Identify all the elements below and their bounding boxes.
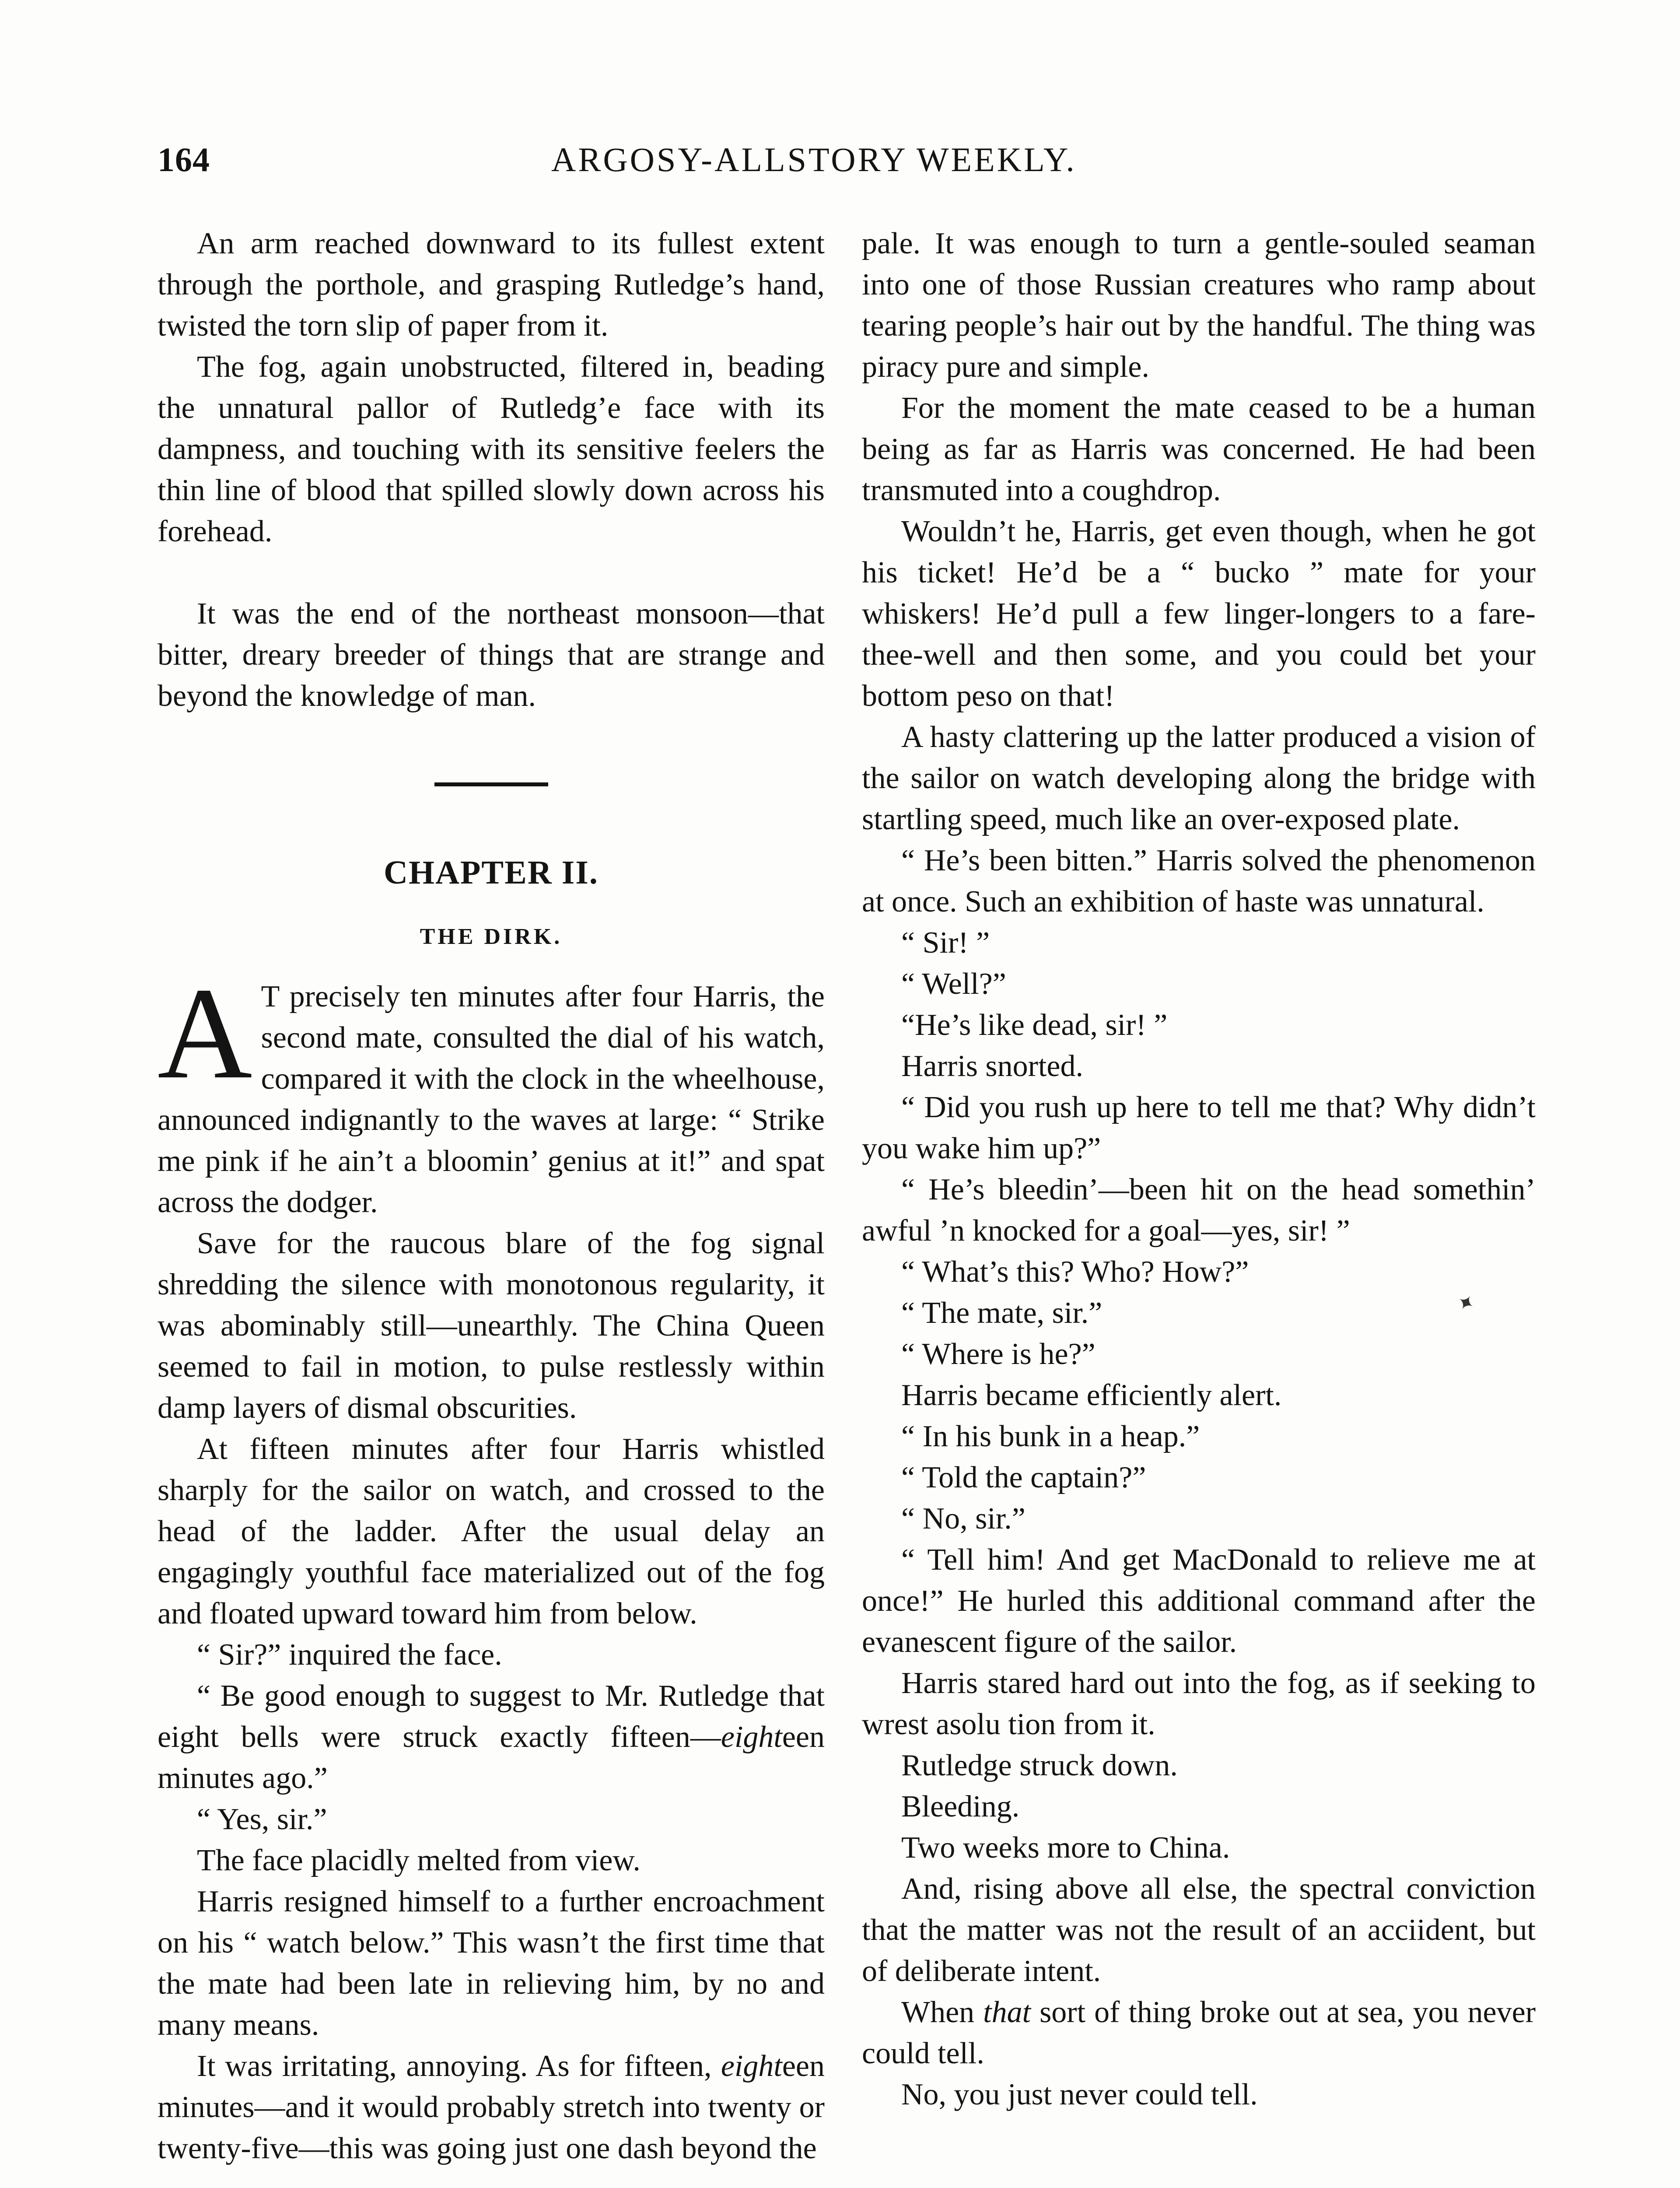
text-run: sort of thing broke out at sea, you never could tell. [862,1995,1536,2070]
paragraph [862,1992,1536,2074]
paragraph: “ Sir?” inquired the face. [197,1638,502,1672]
running-head: ARGOSY-ALLSTORY WEEKLY. [551,140,1077,179]
paragraph: And, rising above all else, the spectral conviction that the matter was not the result of an acciident, but of deliberate intent. [862,1872,1536,1988]
opening-text: T precisely ten minutes after four Harris, the second mate, consulted the dial of his watch, compared it with the clock in the wheelhouse, announced indignantly to the waves at large: “ Strike me pink if he ain’t a bloomin’ genius at it!” and spat across the dodger. [158,980,825,1219]
paragraph: The face placidly melted from view. [197,1844,640,1877]
paragraph: “ In his bunk in a heap.” [901,1420,1200,1453]
paragraph: “ Sir! ” [901,926,990,960]
paragraph [158,1676,825,1799]
text-run: een minutes ago.” [158,1720,825,1795]
paragraph: “ The mate, sir.” [901,1296,1102,1330]
text-run: When [901,1995,984,2029]
page-number: 164 [158,140,210,179]
paragraph: No, you just never could tell. [901,2078,1258,2111]
drop-cap: A [158,961,252,1106]
paragraph: “ No, sir.” [901,1502,1026,1536]
text-run: “ Be good enough to suggest to Mr. Rutledge that eight bells were struck exactly fifteen— [158,1679,825,1754]
paragraph: Two weeks more to China. [901,1831,1230,1865]
paragraph: Bleeding. [901,1790,1020,1823]
italic-text: that [983,1995,1031,2029]
paragraph: Wouldn’t he, Harris, get even though, when he got his ticket! He’d be a “ bucko ” mate for your whiskers! He’d pull a few linger-longers to a fare-thee-well and then some, and you could bet your bottom peso on that! [862,515,1536,713]
opening-paragraph [158,961,825,1223]
paragraph: Save for the raucous blare of the fog signal shredding the silence with monotonous regularity, it was abominably still—unearthly. The China Queen seemed to fail in motion, to pulse restlessly within damp layers of dismal obscurities. [158,1227,825,1425]
paragraph: Harris became efficiently alert. [901,1378,1282,1412]
italic-text: eight [721,1720,782,1754]
paragraph: It was the end of the northeast monsoon—that bitter, dreary breeder of things that are strange and beyond the knowledge of man. [158,597,825,713]
chapter-subtitle: THE DIRK. [420,924,563,949]
paragraph: A hasty clattering up the latter produced a vision of the sailor on watch developing along the bridge with startling speed, much like an over-exposed plate. [862,720,1536,836]
paragraph: Harris resigned himself to a further encroachment on his “ watch below.” This wasn’t the first time that the mate had been late in relieving him, by no and many means. [158,1885,825,2042]
paragraph: “ Where is he?” [901,1337,1096,1371]
paragraph: pale. It was enough to turn a gentle-souled seaman into one of those Russian creatures who ramp about tearing people’s hair out by the handful. The thing was piracy pure and simple. [862,227,1536,384]
paragraph: Harris stared hard out into the fog, as if seeking to wrest asolu tion from it. [862,1666,1536,1741]
paragraph: At fifteen minutes after four Harris whistled sharply for the sailor on watch, and crossed to the head of the ladder. After the usual delay an engagingly youthful face materialized out of the fog and floated upward toward him from below. [158,1432,825,1630]
paragraph: An arm reached downward to its fullest extent through the porthole, and grasping Rutledge’s hand, twisted the torn slip of paper from it. [158,227,825,343]
paragraph: “ Tell him! And get MacDonald to relieve me at once!” He hurled this additional command after the evanescent figure of the sailor. [862,1543,1536,1659]
section-gap [158,552,825,593]
page-header [158,140,1514,188]
ink-smudge-icon: ✦ [1452,1288,1480,1318]
paragraph: “ What’s this? Who? How?” [901,1255,1249,1289]
right-column [862,223,1536,2115]
chapter-title: CHAPTER II. [384,854,598,891]
paragraph: “ Well?” [901,967,1006,1001]
paragraph: The fog, again unobstructed, filtered in, beading the unnatural pallor of Rutledg’e face with its dampness, and touching with its sensitive feelers the thin line of blood that spilled slowly down across his forehead. [158,350,825,548]
paragraph: “ He’s been bitten.” Harris solved the phenomenon at once. Such an exhibition of haste was unnatural. [862,844,1536,919]
paragraph: Harris snorted. [901,1049,1084,1083]
paragraph [158,2046,825,2169]
text-run: een minutes—and it would probably stretch into twenty or twenty-five—this was going just one dash beyond the [158,2049,825,2165]
paragraph: For the moment the mate ceased to be a human being as far as Harris was concerned. He had been transmuted into a coughdrop. [862,391,1536,507]
left-column [158,223,825,2169]
section-divider [434,782,548,786]
paragraph: “ Did you rush up here to tell me that? Why didn’t you wake him up?” [862,1090,1536,1165]
paragraph: “He’s like dead, sir! ” [901,1008,1168,1042]
paragraph: “ Told the captain?” [901,1461,1146,1494]
paragraph: “ Yes, sir.” [197,1802,327,1836]
text-run: It was irritating, annoying. As for fifteen, [197,2049,721,2083]
italic-text: eight [721,2049,782,2083]
paragraph: Rutledge struck down. [901,1749,1178,1782]
paragraph: “ He’s bleedin’—been hit on the head somethin’ awful ’n knocked for a goal—yes, sir! ” [862,1173,1536,1248]
